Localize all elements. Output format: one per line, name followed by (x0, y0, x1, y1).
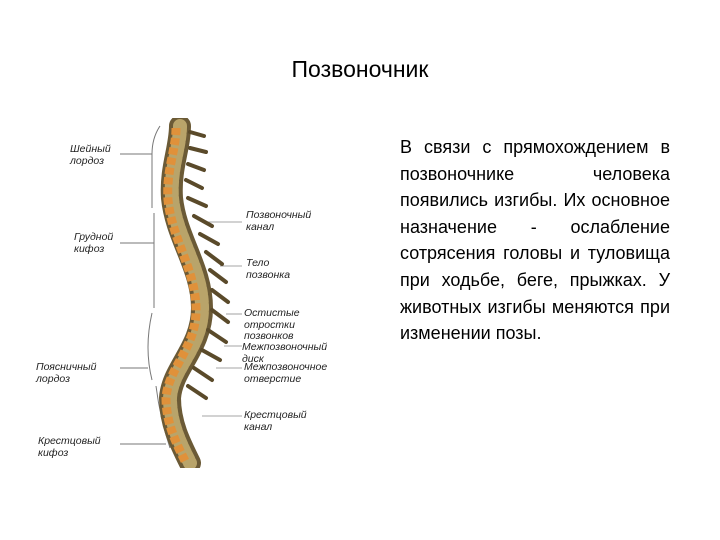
label-spinal-canal: Позвоночный канал (246, 209, 312, 233)
lumbar-bracket (148, 313, 152, 380)
label-intervertebral-disc: Межпозвоночный диск (242, 341, 328, 365)
cervical-bracket (152, 126, 160, 208)
spine-diagram (30, 118, 370, 468)
label-intervertebral-foramen: Межпозвоночное отверстие (244, 361, 328, 385)
slide-title: Позвоночник (291, 56, 429, 82)
label-sacral-canal: Крестцовый канал (244, 409, 307, 433)
label-vertebral-body: Тело позвонка (246, 257, 291, 281)
label-sacral-kyphosis: Крестцовый кифоз (38, 435, 101, 459)
label-lumbar-lordosis: Поясничный лордоз (36, 361, 97, 385)
spine-illustration (30, 118, 370, 468)
label-thoracic-kyphosis: Грудной кифоз (74, 231, 114, 255)
label-cervical-lordosis: Шейный лордоз (70, 143, 111, 167)
vertebral-column (166, 126, 228, 463)
label-spinous-processes: Остистые отростки позвонков (244, 307, 300, 342)
explanation-text: В связи с прямохождением в позвоночнике человека появились изгибы. Их основное назначение - ослабление сотрясения головы и туловища при ходьбе, беге, прыжках. У животных изгибы меняются при изменении позы. (400, 137, 670, 344)
